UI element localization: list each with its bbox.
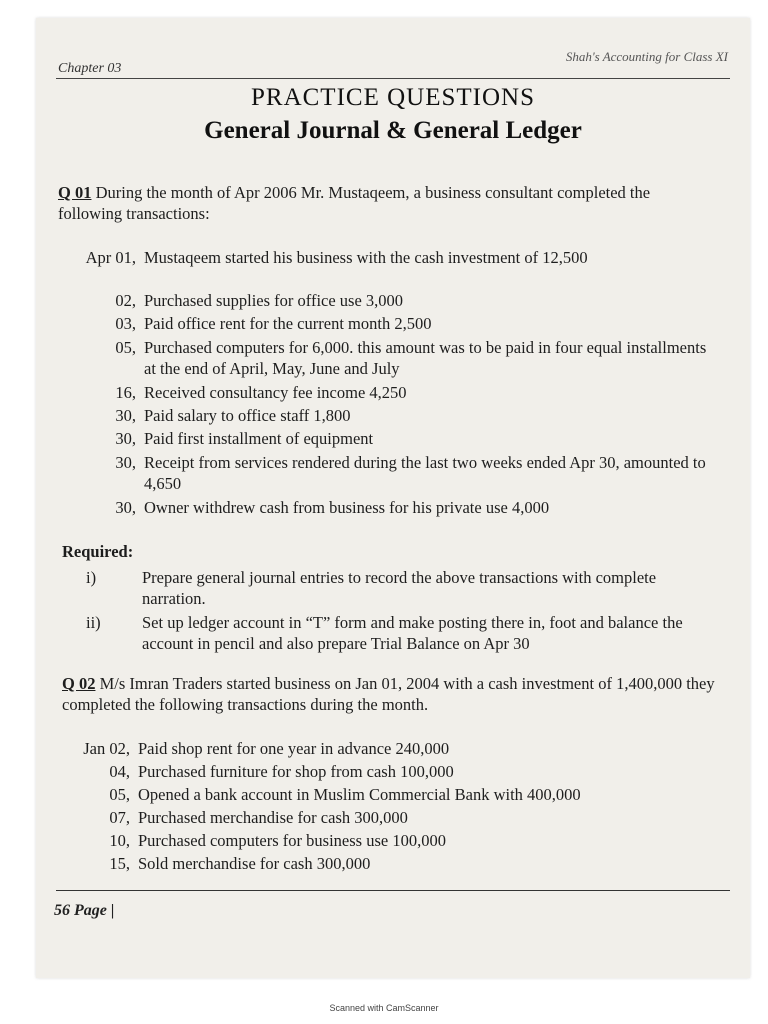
q1-transaction: Mustaqeem started his business with the cash investment of 12,500	[144, 248, 588, 267]
header-divider	[56, 78, 730, 79]
required-number: i)	[86, 568, 97, 587]
q1-transaction: Owner withdrew cash from business for his private use 4,000	[144, 498, 550, 517]
q2-date: Jan 02,	[83, 739, 130, 758]
q2-date: 15,	[109, 854, 130, 873]
q2-date: 04,	[109, 762, 130, 781]
q1-date: 30,	[115, 429, 136, 448]
q1-transaction: Paid office rent for the current month 2,500	[144, 314, 432, 333]
scanner-watermark: Scanned with CamScanner	[329, 1003, 439, 1013]
q2-date: 07,	[109, 808, 130, 827]
q2-date: 05,	[109, 785, 130, 804]
q2-date: 10,	[109, 831, 130, 850]
footer-divider	[56, 890, 730, 891]
q2-transaction: Purchased furniture for shop from cash 100,000	[138, 762, 454, 781]
q2-transaction: Purchased computers for business use 100,000	[138, 831, 446, 850]
q1-date: Apr 01,	[85, 248, 136, 267]
q2-intro	[62, 673, 722, 715]
chapter-label: Chapter 03	[58, 61, 122, 76]
q2-label: Q 02	[62, 674, 96, 693]
q1-date: 05,	[115, 338, 136, 357]
page-number: 56 Page |	[54, 902, 115, 919]
page-title: PRACTICE QUESTIONS	[251, 84, 535, 111]
q1-transaction: Purchased computers for 6,000. this amount was to be paid in four equal installments at the end of April, May, June and July	[144, 338, 707, 378]
q1-date: 30,	[115, 498, 136, 517]
document-page	[36, 18, 750, 978]
q1-date: 30,	[115, 406, 136, 425]
q1-date: 02,	[115, 291, 136, 310]
q2-intro-text: M/s Imran Traders started business on Jan 01, 2004 with a cash investment of 1,400,000 they completed the following transactions during the month.	[62, 674, 715, 714]
required-item: Set up ledger account in “T” form and make posting there in, foot and balance the account in pencil and also prepare Trial Balance on Apr 30	[142, 613, 683, 653]
q1-transaction: Paid first installment of equipment	[144, 429, 374, 448]
q1-transaction: Purchased supplies for office use 3,000	[144, 291, 404, 310]
q2-transaction: Paid shop rent for one year in advance 240,000	[138, 739, 450, 758]
book-title: Shah's Accounting for Class XI	[565, 49, 728, 64]
q2-transaction: Purchased merchandise for cash 300,000	[138, 808, 408, 827]
page-subtitle: General Journal & General Ledger	[204, 117, 582, 144]
q2-transaction: Sold merchandise for cash 300,000	[138, 854, 371, 873]
q1-date: 03,	[115, 314, 136, 333]
required-number: ii)	[86, 613, 101, 632]
q1-label: Q 01	[58, 183, 92, 202]
required-item: Prepare general journal entries to record the above transactions with complete narration.	[142, 568, 657, 608]
q1-date: 30,	[115, 453, 136, 472]
q1-intro	[58, 182, 718, 224]
q1-transaction: Paid salary to office staff 1,800	[144, 406, 351, 425]
q1-transaction: Received consultancy fee income 4,250	[144, 383, 407, 402]
q1-transaction: Receipt from services rendered during the last two weeks ended Apr 30, amounted to 4,650	[144, 453, 706, 493]
required-heading: Required:	[62, 542, 134, 561]
q1-intro-text: During the month of Apr 2006 Mr. Mustaqeem, a business consultant completed the following transactions:	[58, 183, 651, 223]
q2-transaction: Opened a bank account in Muslim Commercial Bank with 400,000	[138, 785, 581, 804]
q1-date: 16,	[115, 383, 136, 402]
